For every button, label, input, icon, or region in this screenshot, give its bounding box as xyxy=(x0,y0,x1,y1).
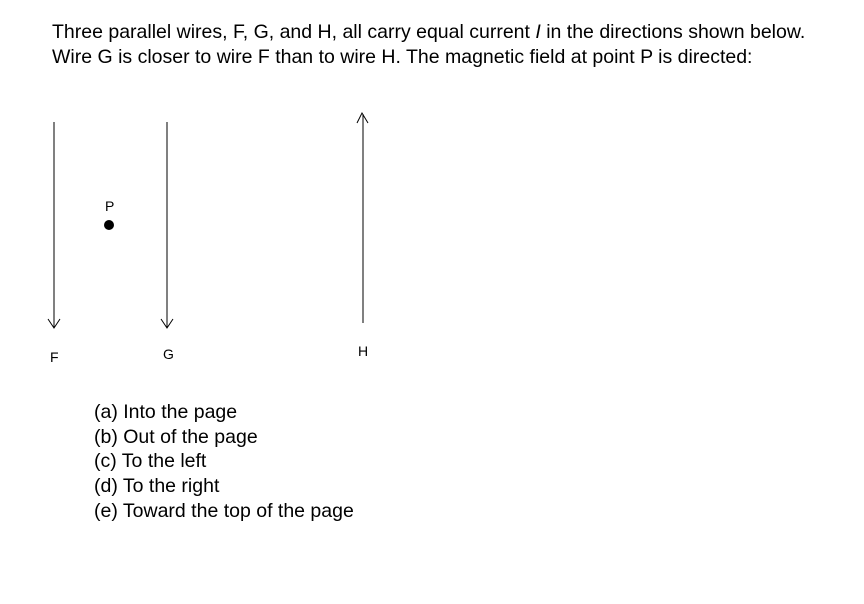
point-p-label: P xyxy=(105,198,115,214)
wire-h-label: H xyxy=(358,343,369,359)
question-line-1: Three parallel wires, F, G, and H, all carry equal current I in the directions shown below. xyxy=(52,21,806,43)
answer-options xyxy=(94,400,354,524)
point-p-dot xyxy=(104,220,114,230)
wire-g-label: G xyxy=(163,346,174,362)
option-a: (a) Into the page xyxy=(94,401,238,423)
wire-g xyxy=(161,122,173,328)
option-e: (e) Toward the top of the page xyxy=(94,499,354,522)
option-c: (c) To the left xyxy=(94,450,207,473)
current-symbol: I xyxy=(535,21,541,43)
question-line-2: Wire G is closer to wire F than to wire H. The magnetic field at point P is directed: xyxy=(52,46,753,68)
option-b: (b) Out of the page xyxy=(94,425,258,448)
option-d: (d) To the right xyxy=(94,475,220,498)
wire-f xyxy=(48,122,60,328)
wire-f-label: F xyxy=(50,349,59,365)
wire-h xyxy=(357,113,368,323)
